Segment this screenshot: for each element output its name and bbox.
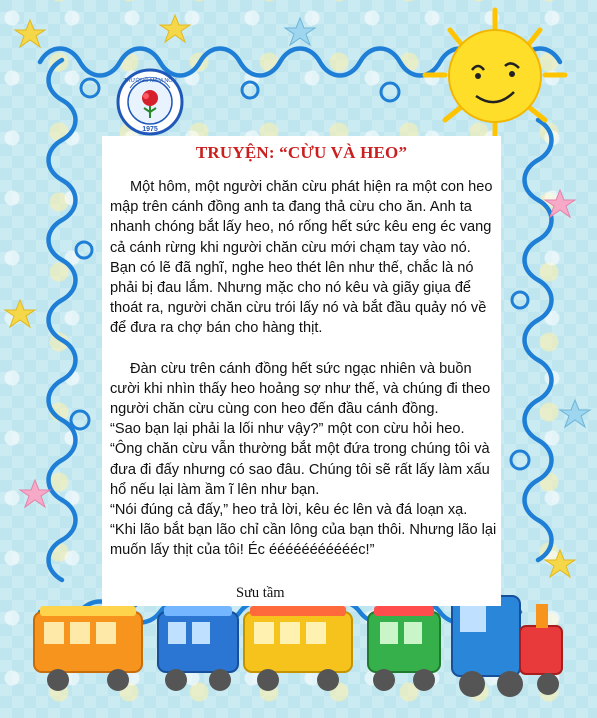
- story-body: [110, 177, 497, 561]
- school-logo: [116, 68, 184, 136]
- logo-year: 1975: [142, 126, 158, 133]
- story-credit: Sưu tầm: [236, 585, 285, 601]
- story-paragraph: “Ông chăn cừu vẫn thường bắt một đứa trong chúng tôi và đưa đi đấy nhưng có sao đâu. Chúng tôi sẽ rất lấy làm xấu hổ nếu lại làm ầm ĩ lên như bạn.: [110, 441, 490, 498]
- logo-ring-text: TRƯỜNG MẦM NON: [123, 78, 177, 84]
- train-car-green: [368, 606, 440, 691]
- sun-icon: [425, 10, 565, 140]
- frame-squiggle-left: [49, 60, 76, 580]
- paragraph-spacer: [110, 339, 497, 359]
- story-title: TRUYỆN: “CỪU VÀ HEO”: [195, 143, 408, 162]
- train-car-orange: [34, 606, 142, 691]
- story-paragraph: “Nói đúng cả đấy,” heo trả lời, kêu éc lên và đá loạn xạ. “Khi lão bắt bạn lão chỉ cần lông của bạn thôi. Nhưng lão lại muốn lấy thịt của tôi! Éc éééééééééééc!”: [110, 502, 497, 559]
- train-car-yellow: [244, 606, 352, 691]
- frame-squiggle-right: [525, 120, 552, 560]
- train-car-blue: [158, 606, 238, 691]
- train-locomotive: [452, 596, 562, 697]
- story-paragraph: “Sao bạn lại phải la lối như vậy?” một con cừu hỏi heo.: [110, 421, 465, 438]
- train-illustration: [34, 596, 562, 697]
- story-paragraph: Đàn cừu trên cánh đồng hết sức ngạc nhiên và buồn cười khi nhìn thấy heo hoảng sợ như thế, và chúng đi theo người chăn cừu cùng con heo đến đầu cánh đồng.: [110, 360, 491, 418]
- story-paragraph: Một hôm, một người chăn cừu phát hiện ra một con heo mập trên cánh đồng anh ta đang thả cừu cho ăn. Anh ta nhanh chóng bắt lấy heo, nó rống hết sức kêu eng éc vang cả cánh rừng khi người chăn cừu mới chạm tay vào nó. Bạn có lẽ đã nghĩ, nghe heo thét lên như thế, chắc là nó phải bị đau lắm. Nhưng mặc cho nó kêu và giãy giụa để thoát ra, người chăn cừu trói lấy nó và bắt đầu quảy nó về để đưa ra chợ bán cho hàng thịt.: [110, 179, 493, 337]
